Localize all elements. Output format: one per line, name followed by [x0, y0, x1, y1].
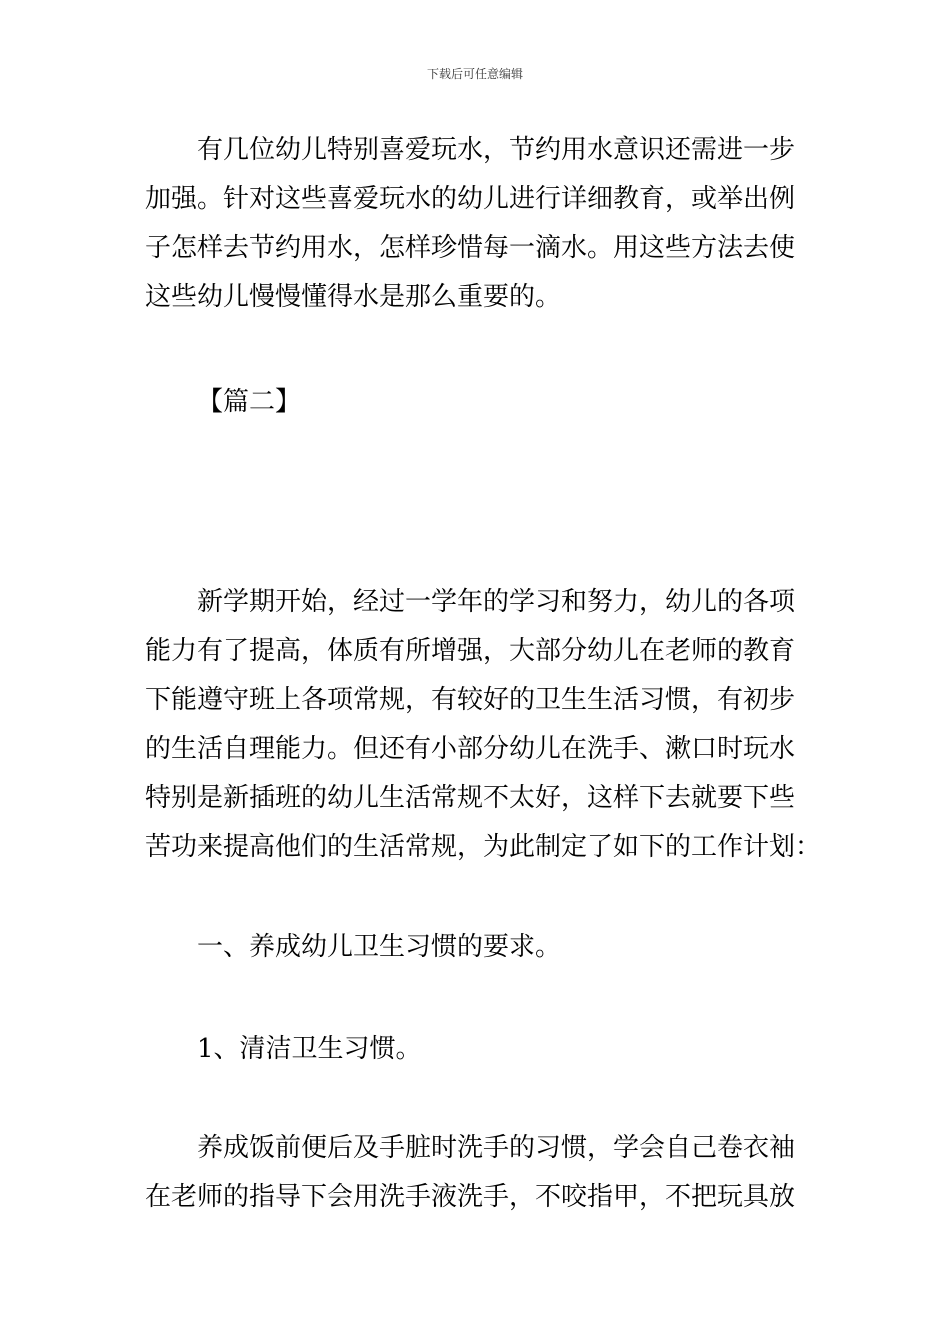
paragraph-line: 苦功来提高他们的生活常规，为此制定了如下的工作计划： — [145, 832, 822, 862]
heading-text: 一、养成幼儿卫生习惯的要求。 — [197, 932, 562, 962]
paragraph-line: 在老师的指导下会用洗手液洗手，不咬指甲，不把玩具放 — [145, 1182, 796, 1212]
paragraph-line: 下能遵守班上各项常规，有较好的卫生生活习惯，有初步 — [145, 685, 796, 715]
paragraph-line: 这些幼儿慢慢懂得水是那么重要的。 — [145, 282, 562, 312]
section-title — [145, 378, 805, 427]
paragraph-line: 能力有了提高，体质有所增强，大部分幼儿在老师的教育 — [145, 636, 796, 666]
paragraph-line: 加强。针对这些喜爱玩水的幼儿进行详细教育，或举出例 — [145, 184, 796, 214]
header-note: 下载后可任意编辑 — [426, 67, 523, 81]
paragraph-line: 子怎样去节约用水，怎样珍惜每一滴水。用这些方法去使 — [145, 233, 796, 263]
section-title-text: 【篇二】 — [197, 387, 302, 417]
heading-cleanliness-habits — [145, 1025, 805, 1074]
paragraph-line: 的生活自理能力。但还有小部分幼儿在洗手、漱口时玩水 — [145, 734, 796, 764]
paragraph-line: 养成饭前便后及手脏时洗手的习惯，学会自己卷衣袖 — [197, 1133, 796, 1163]
paragraph-line: 新学期开始，经过一学年的学习和努力，幼儿的各项 — [197, 587, 796, 617]
paragraph-line: 特别是新插班的幼儿生活常规不太好，这样下去就要下些 — [145, 783, 796, 813]
heading-hygiene-requirements — [145, 923, 805, 972]
heading-text: 1、清洁卫生习惯。 — [197, 1034, 422, 1064]
paragraph-water-saving — [145, 126, 805, 322]
paragraph-line: 有几位幼儿特别喜爱玩水，节约用水意识还需进一步 — [197, 135, 796, 165]
paragraph-new-semester — [145, 578, 822, 872]
paragraph-handwashing — [145, 1124, 805, 1222]
